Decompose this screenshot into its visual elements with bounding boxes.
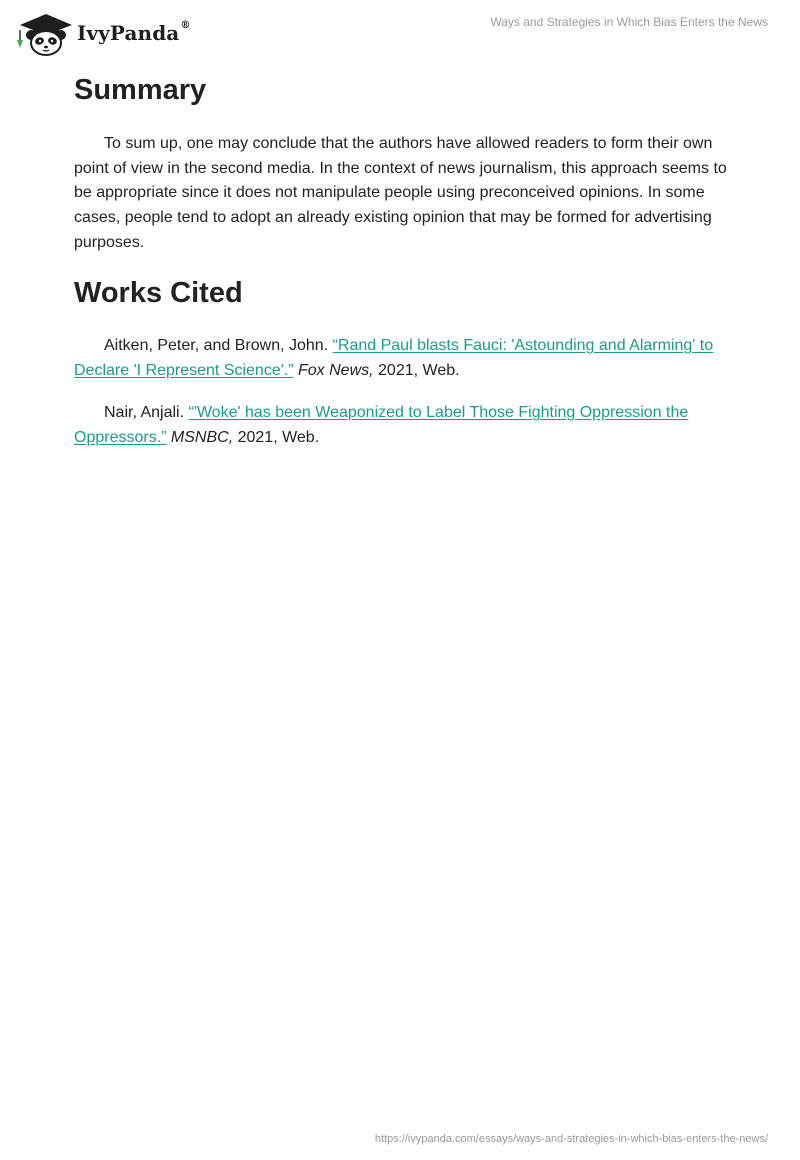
citation-entry (74, 401, 730, 450)
citation-authors: Nair, Anjali. (104, 404, 189, 421)
footer-url: https://ivypanda.com/essays/ways-and-strategies-in-which-bias-enters-the-news/ (374, 1133, 768, 1145)
panda-graduation-cap-icon (16, 8, 76, 56)
brand-name-text: IvyPanda (77, 21, 180, 45)
citation-source: Fox News, (298, 361, 374, 379)
citation-tail: 2021, Web. (233, 428, 320, 446)
citation-source: MSNBC, (170, 428, 234, 446)
citation-tail: 2021, Web. (373, 361, 460, 379)
running-title: Ways and Strategies in Which Bias Enters the News (490, 15, 768, 29)
brand-name (77, 21, 190, 45)
citation-title-link[interactable]: “'Woke' has been Weaponized to Label Those Fighting Oppression the Oppressors.” (74, 404, 689, 446)
works-cited-heading: Works Cited (74, 277, 243, 309)
summary-heading: Summary (74, 74, 207, 106)
ivypanda-logo[interactable] (16, 8, 190, 56)
citation-authors: Aitken, Peter, and Brown, John. (104, 337, 333, 354)
summary-paragraph: To sum up, one may conclude that the authors have allowed readers to form their own point of view in the second media. In the context of news journalism, this approach seems to be appropriate since it does not manipulate people using preconceived opinions. In some cases, people tend to adopt an already existing opinion that may be formed for advertising purposes. (74, 135, 727, 251)
citation-title-link[interactable]: “Rand Paul blasts Fauci: 'Astounding and Alarming' to Declare 'I Represent Science'.” (74, 337, 714, 379)
citation-entry (74, 334, 730, 383)
page-header (0, 0, 800, 60)
registered-mark: ® (180, 20, 191, 32)
